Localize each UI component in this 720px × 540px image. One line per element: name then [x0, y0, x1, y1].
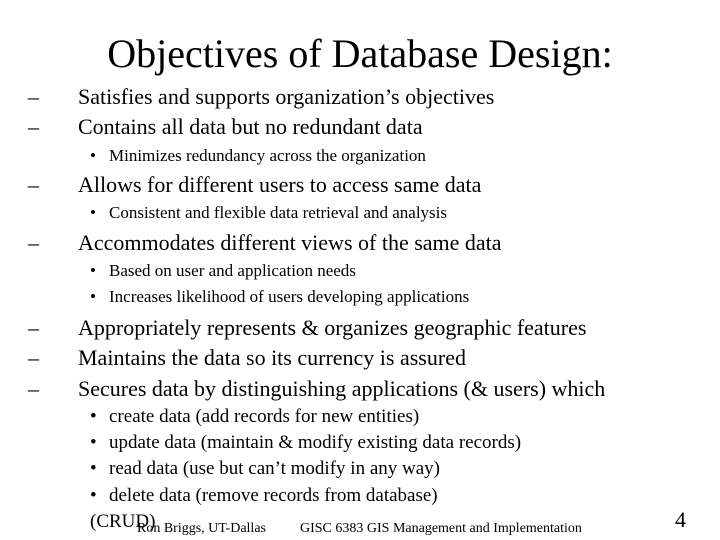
item-text: Increases likelihood of users developing applications [109, 287, 470, 306]
list-item [28, 230, 502, 256]
list-item [28, 345, 466, 371]
item-text: Secures data by distinguishing applications (& users) which [78, 376, 606, 401]
sub-list-item [90, 146, 426, 166]
item-text: Consistent and flexible data retrieval and analysis [109, 203, 448, 222]
item-text: Minimizes redundancy across the organization [109, 146, 426, 165]
bullet-marker: • [90, 203, 96, 222]
sub-list-item [90, 458, 440, 480]
dash-marker: – [28, 114, 39, 139]
slide-title: Objectives of Database Design: [107, 31, 613, 76]
dash-marker: – [28, 345, 39, 370]
dash-marker: – [28, 376, 39, 401]
item-text: delete data (remove records from database) [109, 485, 438, 506]
sub-list-item [90, 485, 438, 507]
item-text: read data (use but can’t modify in any way) [109, 458, 440, 479]
sub-list-item [90, 287, 469, 307]
bullet-marker: • [90, 485, 97, 506]
list-item [28, 84, 494, 110]
dash-marker: – [28, 84, 39, 109]
page-number: 4 [675, 507, 686, 532]
list-item [28, 114, 423, 140]
footer-author: Ron Briggs, UT-Dallas [137, 521, 266, 536]
item-text: Allows for different users to access same data [78, 172, 482, 197]
dash-marker: – [28, 172, 39, 197]
item-text: Contains all data but no redundant data [78, 114, 423, 139]
sub-list-item [90, 406, 419, 428]
list-item [28, 315, 586, 341]
list-item [28, 376, 605, 402]
bullet-marker: • [90, 287, 96, 306]
bullet-marker: • [90, 146, 96, 165]
item-text: update data (maintain & modify existing data records) [109, 432, 522, 453]
crud-label: (CRUD) [90, 511, 156, 532]
item-text: create data (add records for new entities) [109, 406, 420, 427]
item-text: Maintains the data so its currency is assured [78, 345, 466, 370]
bullet-marker: • [90, 458, 97, 479]
bullet-marker: • [90, 406, 97, 427]
sub-list-item [90, 261, 356, 281]
bullet-marker: • [90, 261, 96, 280]
list-item [28, 172, 481, 198]
dash-marker: – [28, 230, 39, 255]
sub-list-item [90, 203, 447, 223]
footer-course: GISC 6383 GIS Management and Implementation [300, 521, 582, 536]
item-text: Accommodates different views of the same data [78, 230, 502, 255]
bullet-marker: • [90, 432, 97, 453]
item-text: Appropriately represents & organizes geographic features [78, 315, 587, 340]
dash-marker: – [28, 315, 39, 340]
sub-list-item [90, 432, 521, 454]
item-text: Satisfies and supports organization’s objectives [78, 84, 495, 109]
item-text: Based on user and application needs [109, 261, 356, 280]
